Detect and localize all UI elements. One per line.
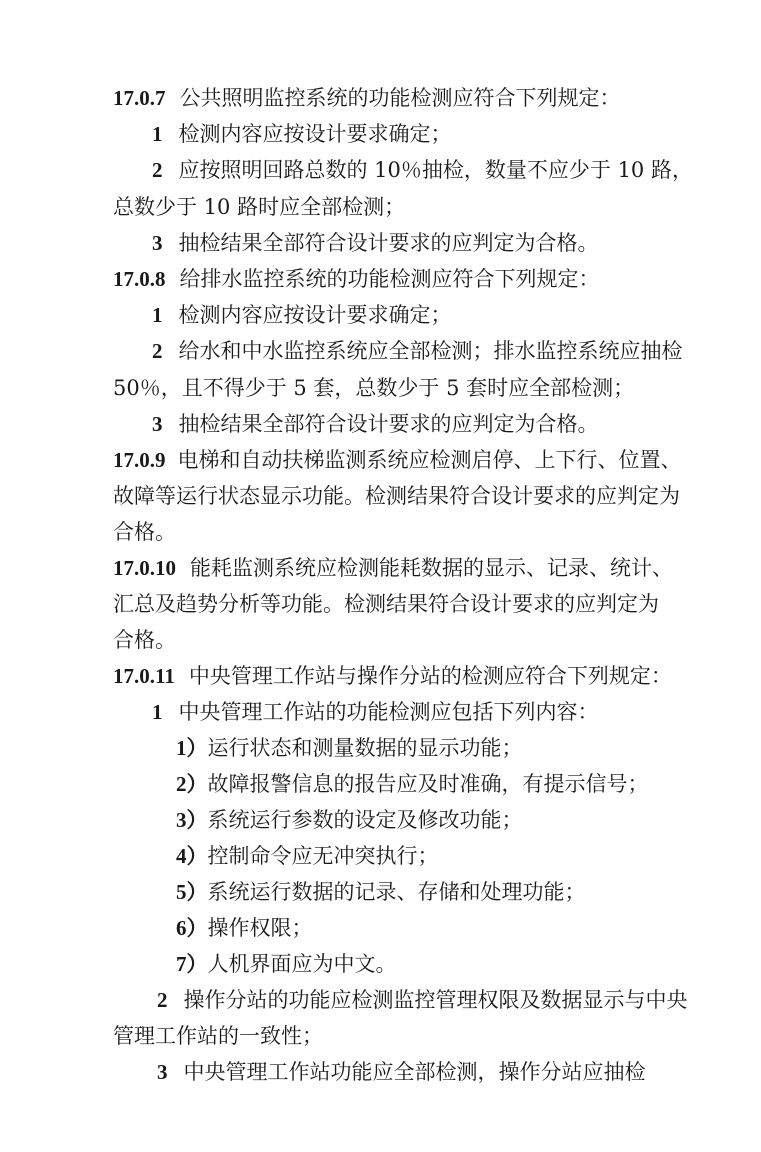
sub-item-text: 操作权限； <box>207 916 313 940</box>
clause-17-0-7 <box>113 78 621 118</box>
item <box>157 980 688 1020</box>
item <box>152 295 452 335</box>
sub-item-text: 人机界面应为中文。 <box>207 952 397 976</box>
item-number: 1 <box>152 700 163 724</box>
sub-item-number: 7） <box>176 952 208 976</box>
item <box>152 404 599 444</box>
continuation-line: 汇总及趋势分析等功能。检测结果符合设计要求的应判定为 <box>113 592 659 616</box>
sub-item-number: 4） <box>176 844 208 868</box>
clause-number: 17.0.8 <box>113 267 166 291</box>
sub-item-text: 系统运行参数的设定及修改功能； <box>207 808 523 832</box>
sub-item-text: 系统运行数据的记录、存储和处理功能； <box>207 880 586 904</box>
clause-17-0-9 <box>113 440 682 480</box>
sub-item-text: 故障报警信息的报告应及时准确，有提示信号； <box>207 772 649 796</box>
sub-item <box>176 728 523 768</box>
sub-item-number: 5） <box>176 880 208 904</box>
item-number: 2 <box>157 988 168 1012</box>
item-number: 3 <box>152 412 163 436</box>
clause-17-0-10 <box>113 548 673 588</box>
clause-title: 电梯和自动扶梯监测系统应检测启停、上下行、位置、 <box>177 448 682 472</box>
sub-item <box>176 836 439 876</box>
continuation-line: 管理工作站的一致性； <box>113 1024 323 1048</box>
sub-item <box>176 800 523 840</box>
clause-17-0-8 <box>113 259 600 299</box>
sub-item-text: 控制命令应无冲突执行； <box>207 844 439 868</box>
sub-item <box>176 944 397 984</box>
item <box>152 223 599 263</box>
clause-title: 公共照明监控系统的功能检测应符合下列规定： <box>179 86 621 110</box>
clause-number: 17.0.9 <box>113 448 166 472</box>
sub-item-number: 2） <box>176 772 208 796</box>
item-number: 3 <box>157 1060 168 1084</box>
item-text: 抽检结果全部符合设计要求的应判定为合格。 <box>178 412 599 436</box>
continuation-line: 总数少于 10 路时应全部检测； <box>113 195 406 219</box>
sub-item-number: 6） <box>176 916 208 940</box>
sub-item <box>176 872 586 912</box>
item-text: 中央管理工作站的功能检测应包括下列内容： <box>178 700 599 724</box>
item-text: 操作分站的功能应检测监控管理权限及数据显示与中央 <box>183 988 688 1012</box>
sub-item-number: 1） <box>176 736 208 760</box>
clause-number: 17.0.10 <box>113 556 176 580</box>
item-text: 中央管理工作站功能应全部检测，操作分站应抽检 <box>183 1060 646 1084</box>
item-number: 1 <box>152 122 163 146</box>
sub-item-text: 运行状态和测量数据的显示功能； <box>207 736 523 760</box>
item-number: 1 <box>152 303 163 327</box>
item-number: 3 <box>152 231 163 255</box>
item-text: 应按照明回路总数的 10％抽检，数量不应少于 10 路， <box>178 158 693 182</box>
clause-number: 17.0.7 <box>113 86 166 110</box>
continuation-line: 50％，且不得少于 5 套，总数少于 5 套时应全部检测； <box>113 376 635 400</box>
clause-17-0-11 <box>113 656 672 696</box>
clause-number: 17.0.11 <box>113 664 175 688</box>
item-text: 检测内容应按设计要求确定； <box>178 303 452 327</box>
item <box>152 150 724 190</box>
sub-item <box>176 764 649 804</box>
item-text: 抽检结果全部符合设计要求的应判定为合格。 <box>178 231 599 255</box>
item <box>157 1052 646 1092</box>
sub-item-number: 3） <box>176 808 208 832</box>
sub-item <box>176 908 313 948</box>
item-text: 检测内容应按设计要求确定； <box>178 122 452 146</box>
continuation-line: 故障等运行状态显示功能。检测结果符合设计要求的应判定为 <box>113 484 680 508</box>
continuation-line: 合格。 <box>113 520 176 544</box>
item-number: 2 <box>152 158 163 182</box>
item <box>152 331 683 371</box>
item-number: 2 <box>152 339 163 363</box>
clause-title: 能耗监测系统应检测能耗数据的显示、记录、统计、 <box>190 556 673 580</box>
item-text: 给水和中水监控系统应全部检测；排水监控系统应抽检 <box>178 339 683 363</box>
clause-title: 中央管理工作站与操作分站的检测应符合下列规定： <box>188 664 672 688</box>
continuation-line: 合格。 <box>113 628 176 652</box>
item <box>152 692 599 732</box>
item <box>152 114 452 154</box>
clause-title: 给排水监控系统的功能检测应符合下列规定： <box>179 267 600 291</box>
